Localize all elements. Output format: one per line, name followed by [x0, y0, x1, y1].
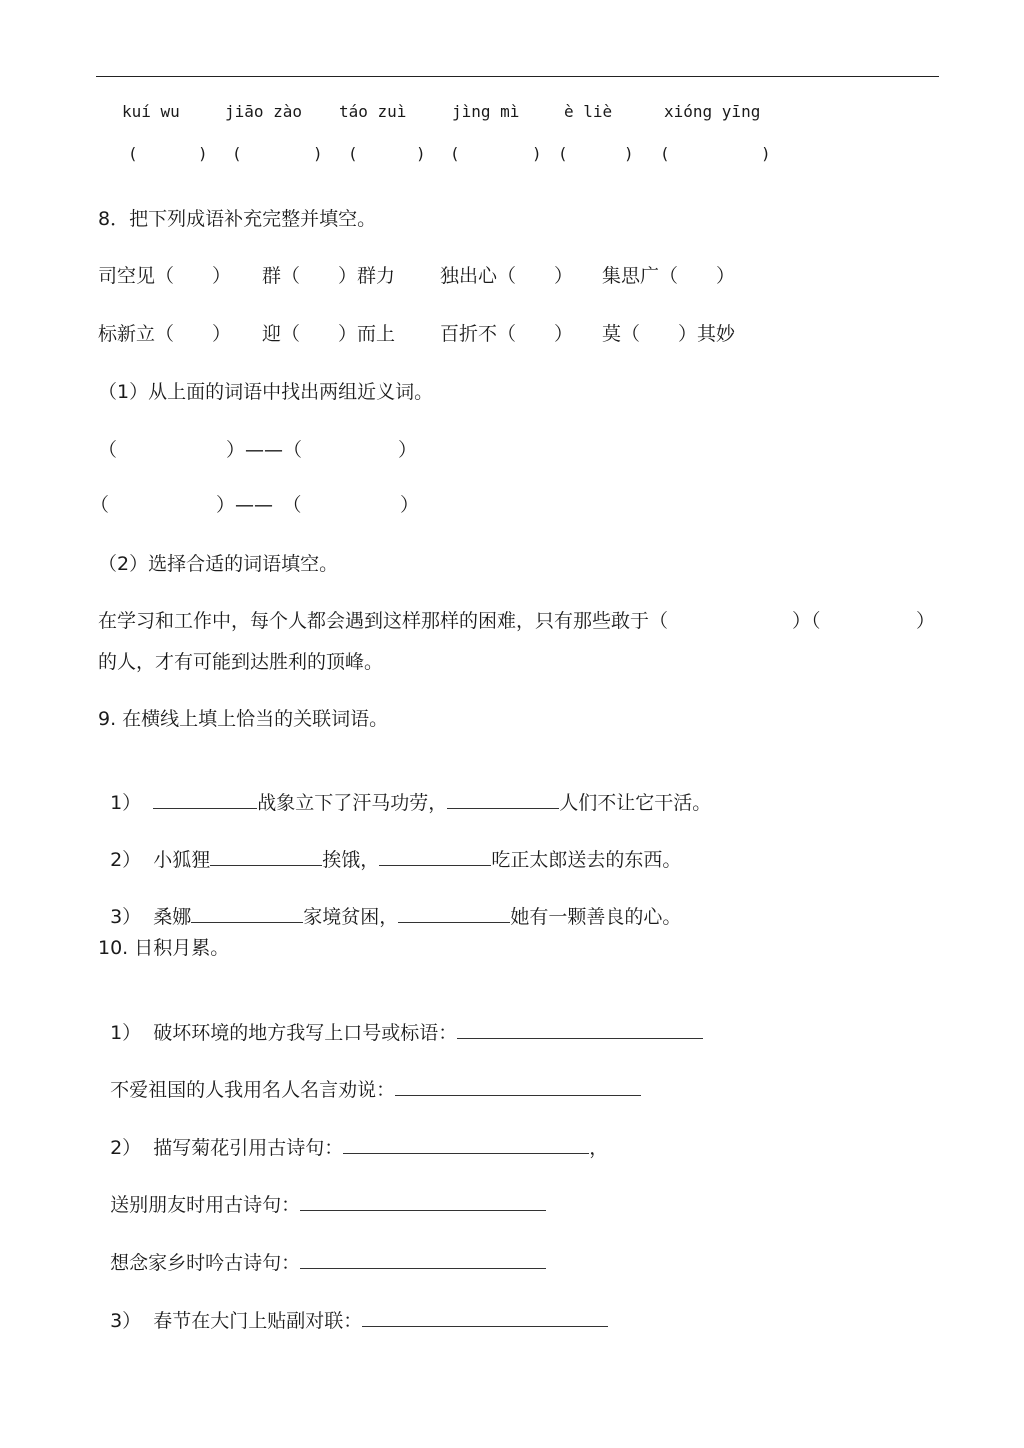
blank-line[interactable] — [300, 1190, 546, 1211]
idiom: 标新立（ ） — [98, 323, 232, 345]
blank-line[interactable] — [153, 788, 257, 809]
q10-line — [98, 1109, 608, 1160]
item-number: 2） — [110, 849, 142, 871]
line-text: 3） 春节在大门上贴副对联： — [110, 1310, 363, 1332]
line-text: 想念家乡时吟古诗句： — [110, 1252, 301, 1274]
bracket-close: ) — [532, 144, 542, 163]
fill-sentence: 在学习和工作中，每个人都会遇到这样那样的困难，只有那些敢于（ — [98, 610, 669, 632]
q9-item-3 — [98, 878, 681, 929]
idiom: 集思广（ ） — [602, 265, 736, 287]
blank-line[interactable] — [398, 902, 510, 923]
item-number: 3） — [110, 906, 142, 928]
blank-line[interactable] — [379, 845, 491, 866]
item-text: 吃正太郎送去的东西。 — [491, 849, 682, 871]
item-text: 挨饿， — [322, 849, 380, 871]
blank-line[interactable] — [447, 788, 559, 809]
q9-title: 9. 在横线上填上恰当的关联词语。 — [98, 708, 389, 730]
q9-item-1 — [98, 764, 711, 815]
q10-line — [98, 994, 703, 1045]
dash-connector: ）——（ — [226, 439, 303, 461]
item-text: 桑娜 — [153, 906, 192, 928]
bracket-close: ) — [624, 144, 634, 163]
pinyin-word: xióng yīng — [664, 102, 761, 121]
idiom: 司空见（ ） — [98, 265, 232, 287]
q8-title: 8．把下列成语补充完整并填空。 — [98, 208, 377, 230]
line-text: ， — [589, 1137, 609, 1159]
item-number: 1） — [110, 792, 142, 814]
item-text: 小狐狸 — [153, 849, 211, 871]
pinyin-word: táo zuì — [339, 102, 407, 121]
bracket-open: ( — [128, 144, 138, 163]
line-text: 不爱祖国的人我用名人名言劝说： — [110, 1079, 396, 1101]
idiom: 莫（ ）其妙 — [602, 323, 736, 345]
q10-line — [98, 1282, 608, 1333]
bracket-open: ( — [232, 144, 242, 163]
bracket-open: ( — [450, 144, 460, 163]
bracket-open: ( — [660, 144, 670, 163]
dash-connector: ）—— （ — [216, 494, 302, 516]
bracket-open: ( — [348, 144, 358, 163]
pinyin-word: è liè — [564, 102, 613, 121]
q10-line — [98, 1051, 641, 1102]
line-text: 送别朋友时用古诗句： — [110, 1194, 301, 1216]
bracket: ） — [398, 439, 418, 461]
fill-sentence-end: ） — [916, 610, 936, 632]
item-text: 人们不让它干活。 — [559, 792, 712, 814]
bracket-open: ( — [558, 144, 568, 163]
q9-item-2 — [98, 821, 681, 872]
bracket-close: ) — [198, 144, 208, 163]
blank-line[interactable] — [343, 1133, 589, 1154]
fill-sentence-mid: ）（ — [792, 610, 821, 632]
pinyin-word: jìng mì — [452, 102, 520, 121]
item-text: 战象立下了汗马功劳， — [257, 792, 448, 814]
item-text: 她有一颗善良的心。 — [510, 906, 682, 928]
q8-sub1-title: （1）从上面的词语中找出两组近义词。 — [98, 381, 434, 403]
line-text: 1） 破坏环境的地方我写上口号或标语： — [110, 1022, 458, 1044]
idiom: 独出心（ ） — [440, 265, 574, 287]
blank-line[interactable] — [300, 1248, 546, 1269]
q10-title: 10. 日积月累。 — [98, 937, 230, 959]
bracket-close: ) — [313, 144, 323, 163]
line-text: 2） 描写菊花引用古诗句： — [110, 1137, 344, 1159]
idiom: 百折不（ ） — [440, 323, 574, 345]
idiom: 群（ ）群力 — [262, 265, 396, 287]
bracket-close: ) — [761, 144, 771, 163]
bracket: ） — [400, 494, 420, 516]
blank-line[interactable] — [362, 1306, 608, 1327]
blank-line[interactable] — [210, 845, 322, 866]
blank-line[interactable] — [395, 1075, 641, 1096]
q8-sub2-title: （2）选择合适的词语填空。 — [98, 553, 339, 575]
bracket: （ — [98, 439, 118, 461]
fill-sentence-2: 的人，才有可能到达胜利的顶峰。 — [98, 651, 384, 673]
q10-line — [98, 1166, 546, 1217]
pinyin-word: jiāo zào — [225, 102, 303, 121]
idiom: 迎（ ）而上 — [262, 323, 396, 345]
blank-line[interactable] — [457, 1018, 703, 1039]
header-rule — [96, 76, 939, 77]
item-text: 家境贫困， — [303, 906, 399, 928]
q10-line — [98, 1224, 546, 1275]
bracket: （ — [90, 494, 110, 516]
bracket-close: ) — [416, 144, 426, 163]
pinyin-word: kuí wu — [122, 102, 180, 121]
blank-line[interactable] — [191, 902, 303, 923]
